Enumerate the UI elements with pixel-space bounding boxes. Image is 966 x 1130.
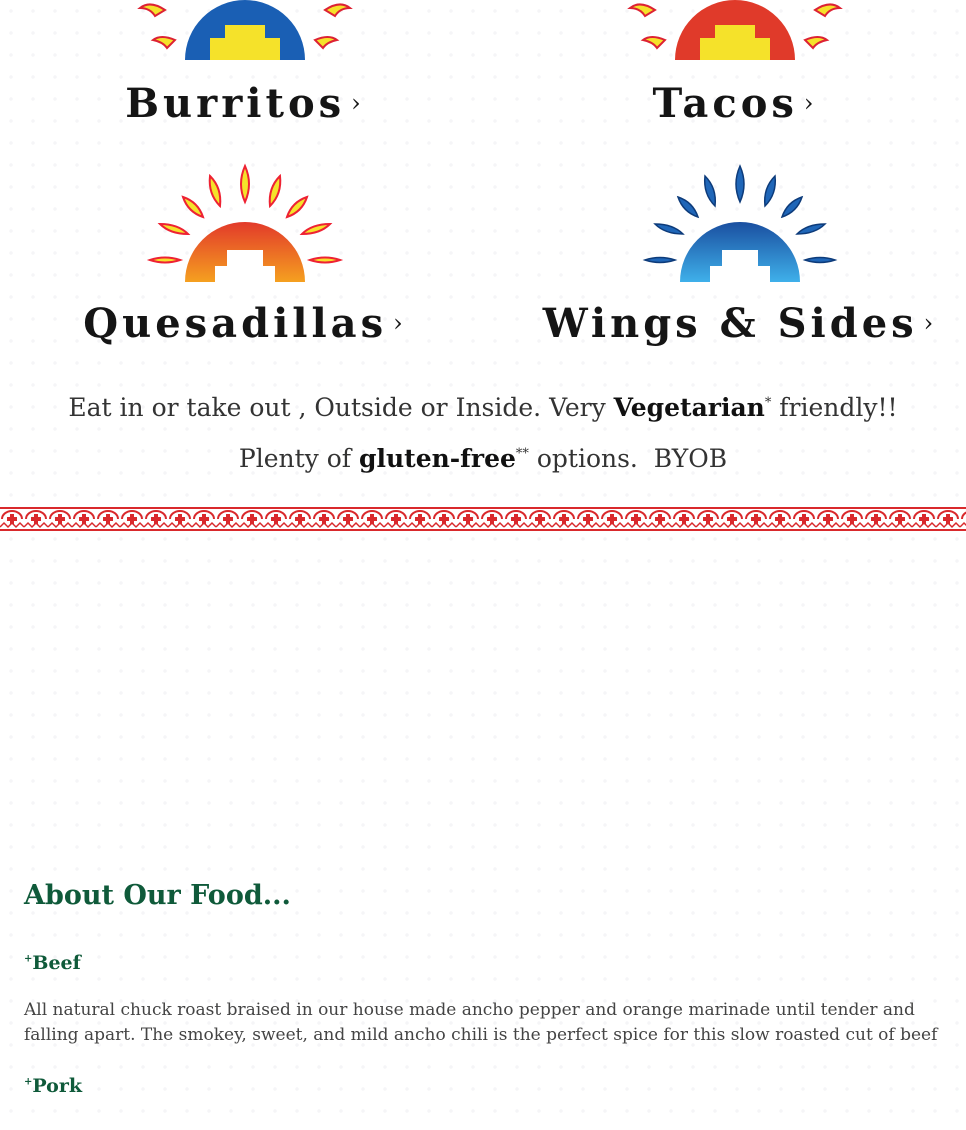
sun-emblem-red-icon — [625, 0, 845, 60]
category-quesadillas-label: Quesadillas — [83, 300, 388, 347]
tagline-text: friendly!! — [771, 393, 898, 422]
item-title — [24, 1075, 944, 1097]
tagline-text: Plenty of — [238, 444, 359, 473]
category-wings-sides-label: Wings & Sides — [542, 300, 918, 347]
decorative-border — [0, 505, 966, 533]
item-name: Beef — [32, 952, 81, 974]
category-burritos-link[interactable] — [90, 0, 400, 140]
menu-category-grid — [0, 0, 966, 360]
about-item-pork — [24, 1075, 944, 1097]
footnote-mark: + — [24, 1076, 33, 1088]
sun-emblem-orange-icon — [135, 162, 355, 282]
about-section — [24, 880, 944, 911]
category-tacos-label: Tacos — [652, 80, 798, 127]
chevron-right-icon: › — [803, 89, 818, 117]
category-wings-sides-link[interactable] — [540, 162, 940, 357]
item-description: All natural chuck roast braised in our house made ancho pepper and orange marinade until tender and falling apart. The smokey, sweet, and mild ancho chili is the perfect spice for this slow roasted cut of beef — [24, 1000, 938, 1045]
chevron-right-icon: › — [923, 309, 938, 337]
footnote-mark: + — [24, 953, 33, 965]
tagline-text: options. BYOB — [528, 444, 728, 473]
gluten-free-emphasis: gluten-free — [359, 444, 516, 473]
vegetarian-emphasis: Vegetarian — [613, 393, 765, 422]
about-item-beef — [24, 952, 944, 1048]
category-quesadillas-link[interactable] — [60, 162, 430, 357]
tagline-line-2 — [0, 444, 966, 473]
chevron-right-icon: › — [393, 309, 407, 337]
sun-emblem-blue-icon — [135, 0, 355, 60]
footnote-mark: ** — [515, 446, 529, 462]
item-title — [24, 952, 944, 974]
sun-emblem-blue-rays-icon — [630, 162, 850, 282]
item-name: Pork — [32, 1075, 83, 1097]
category-tacos-link[interactable] — [580, 0, 890, 140]
chevron-right-icon: › — [351, 89, 365, 117]
category-burritos-label: Burritos — [125, 80, 346, 127]
about-title: About Our Food... — [24, 880, 291, 911]
footnote-mark: * — [764, 395, 772, 411]
tagline-line-1 — [0, 393, 966, 422]
tagline-text: Eat in or take out , Outside or Inside. Very — [68, 393, 614, 422]
